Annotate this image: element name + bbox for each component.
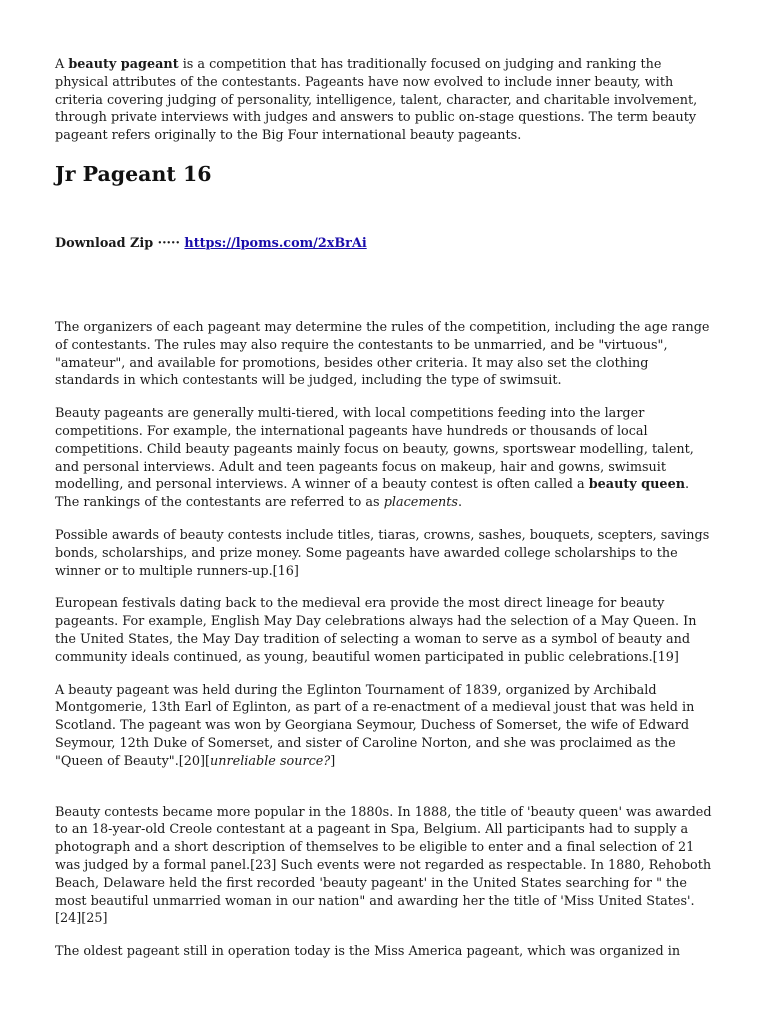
download-link[interactable]: https://lpoms.com/2xBrAi [184, 235, 367, 251]
document-content [55, 56, 715, 961]
tiers-paragraph [55, 405, 715, 512]
download-line [55, 235, 715, 253]
eglinton-text-b: ] [330, 753, 336, 769]
tiers-text-c: . [458, 495, 463, 511]
tiers-text-a: Beauty pageants are generally multi-tiered, with local competitions feeding into the larger competitions. For example, the international pageants have hundreds or thousands of local competitions. Child beauty pageants mainly focus on beauty, gowns, sportswear modelling, talent, and personal interviews. Adult and teen pageants focus on makeup, hair and gowns, swimsuit modelling, and personal interviews. A winner of a beauty contest is often called a [55, 406, 694, 493]
intro-prefix: A [55, 57, 69, 72]
tiers-bold-term: beauty queen [588, 477, 686, 493]
tiers-italic-term: placements [383, 495, 459, 511]
intro-text: is a competition that has traditionally focused on judging and ranking the physical attributes of the contestants. Pageants have now evolved to include inner beauty, with criteria covering judging of personality, intelligence, talent, character, and charitable involvement, through private interviews with judges and answers to public on-stage questions. The term beauty pageant refers originally to the Big Four international beauty pageants. [55, 57, 698, 144]
festivals-paragraph: European festivals dating back to the medieval era provide the most direct lineage for beauty pageants. For example, English May Day celebrations always had the selection of a May Queen. In the United States, the May Day tradition of selecting a woman to serve as a symbol of beauty and community ideals continued, as young, beautiful women participated in public celebrations.[19] [55, 596, 697, 665]
intro-bold-term: beauty pageant [68, 57, 179, 72]
tiers-text-b: . The rankings of the contestants are referred to as [55, 477, 690, 511]
page-title: Jr Pageant 16 [55, 161, 212, 186]
eglinton-paragraph [55, 682, 715, 771]
awards-paragraph: Possible awards of beauty contests include titles, tiaras, crowns, sashes, bouquets, scepters, savings bonds, scholarships, and prize money. Some pageants have awarded college scholarships to the winner or to multiple runners-up.[16] [55, 527, 710, 579]
intro-paragraph [55, 56, 715, 145]
download-label: Download Zip ····· [55, 235, 185, 251]
eglinton-italic-note: unreliable source? [210, 753, 331, 769]
rules-paragraph: The organizers of each pageant may determine the rules of the competition, including the age range of contestants. The rules may also require the contestants to be unmarried, and be "virtuous", "amateur", and available for promotions, besides other criteria. It may also set the clothing standards in which contestants will be judged, including the type of swimsuit. [55, 319, 710, 389]
eglinton-text-a: A beauty pageant was held during the Eglinton Tournament of 1839, organized by Archibald Montgomerie, 13th Earl of Eglinton, as part of a re-enactment of a medieval joust that was held in Scotland. The pageant was won by Georgiana Seymour, Duchess of Somerset, the wife of Edward Seymour, 12th Duke of Somerset, and sister of Caroline Norton, and she was proclaimed as the "Queen of Beauty".[20][ [55, 682, 695, 769]
eighties-paragraph: Beauty contests became more popular in the 1880s. In 1888, the title of 'beauty queen' was awarded to an 18-year-old Creole contestant at a pageant in Spa, Belgium. All participants had to supply a photograph and a short description of themselves to be eligible to enter and a final selection of 21 was judged by a formal panel.[23] Such events were not regarded as respectable. In 1880, Rehoboth Beach, Delaware held the first recorded 'beauty pageant' in the United States searching for " the most beautiful unmarried woman in our nation" and awarding her the title of 'Miss United States'.[24][25] [55, 804, 712, 927]
oldest-paragraph: The oldest pageant still in operation today is the Miss America pageant, which was organized in [55, 944, 681, 960]
